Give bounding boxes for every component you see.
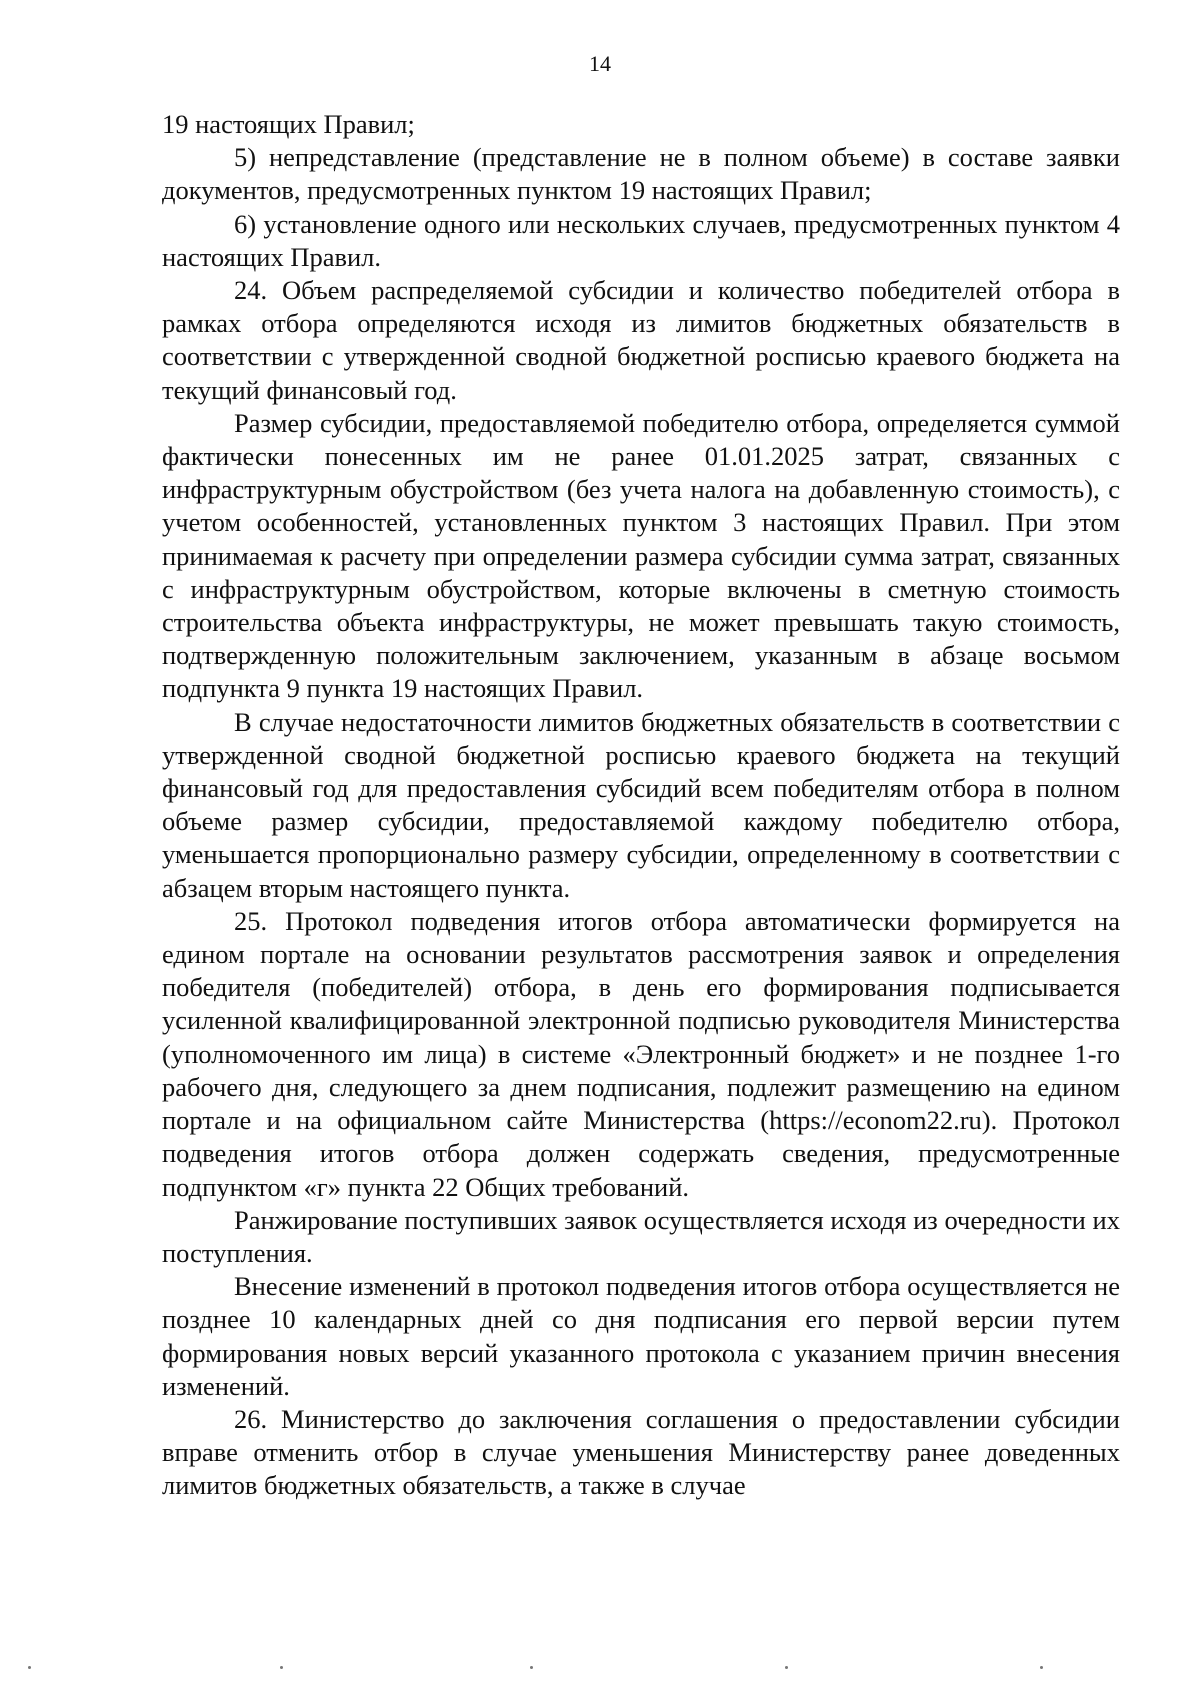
paragraph-continuation: 19 настоящих Правил; [162,109,415,139]
document-body [162,108,1120,1503]
page-number: 14 [589,51,611,76]
paragraph-protocol-changes: Внесение изменений в протокол подведения итогов отбора осуществляется не позднее 10 календарных дней со дня подписания его первой версии путем формирования новых версий указанного протокола с указанием причин внесения изменений. [162,1271,1120,1401]
paragraph-item-6: 6) установление одного или нескольких случаев, предусмотренных пунктом 4 настоящих Правил. [162,208,1120,272]
paragraph-item-5: 5) непредставление (представление не в полном объеме) в составе заявки документов, предусмотренных пунктом 19 настоящих Правил; [162,142,1120,206]
paragraph-clause-24: 24. Объем распределяемой субсидии и количество победителей отбора в рамках отбора определяются исходя из лимитов бюджетных обязательств в соответствии с утвержденной сводной бюджетной росписью краевого бюджета на текущий финансовый год. [162,275,1120,405]
scan-dot [530,1666,533,1669]
scan-dot [1040,1666,1043,1669]
scan-dot [785,1666,788,1669]
paragraph-insufficient-limits: В случае недостаточности лимитов бюджетных обязательств в соответствии с утвержденной сводной бюджетной росписью краевого бюджета на текущий финансовый год для предоставления субсидий всем победителям отбора в полном объеме размер субсидии, предоставляемой каждому победителю отбора, уменьшается пропорционально размеру субсидии, определенному в соответствии с абзацем вторым настоящего пункта. [162,706,1120,903]
paragraph-subsidy-size: Размер субсидии, предоставляемой победителю отбора, определяется суммой фактически понесенных им не ранее 01.01.2025 затрат, связанных с инфраструктурным обустройством (без учета налога на добавленную стоимость), с учетом особенностей, установленных пунктом 3 настоящих Правил. При этом принимаемая к расчету при определении размера субсидии сумма затрат, связанных с инфраструктурным обустройством, которые включены в сметную стоимость строительства объекта инфраструктуры, не может превышать такую стоимость, подтвержденную положительным заключением, указанным в абзаце восьмом подпункта 9 пункта 19 настоящих Правил. [162,407,1120,704]
paragraph-clause-25: 25. Протокол подведения итогов отбора автоматически формируется на едином портале на основании результатов рассмотрения заявок и определения победителя (победителей) отбора, в день его формирования подписывается усиленной квалифицированной электронной подписью руководителя Министерства (уполномоченного им лица) в системе «Электронный бюджет» и не позднее 1-го рабочего дня, следующего за днем подписания, подлежит размещению на едином портале и на официальном сайте Министерства (https://econom22.ru). Протокол подведения итогов отбора должен содержать сведения, предусмотренные подпунктом «г» пункта 22 Общих требований. [162,905,1120,1202]
scan-edge-marks [0,1666,1200,1674]
paragraph-ranking: Ранжирование поступивших заявок осуществляется исходя из очередности их поступления. [162,1204,1120,1268]
scan-dot [280,1666,283,1669]
scan-dot [28,1666,31,1669]
paragraph-clause-26: 26. Министерство до заключения соглашения о предоставлении субсидии вправе отменить отбор в случае уменьшения Министерству ранее доведенных лимитов бюджетных обязательств, а также в случае [162,1403,1120,1501]
